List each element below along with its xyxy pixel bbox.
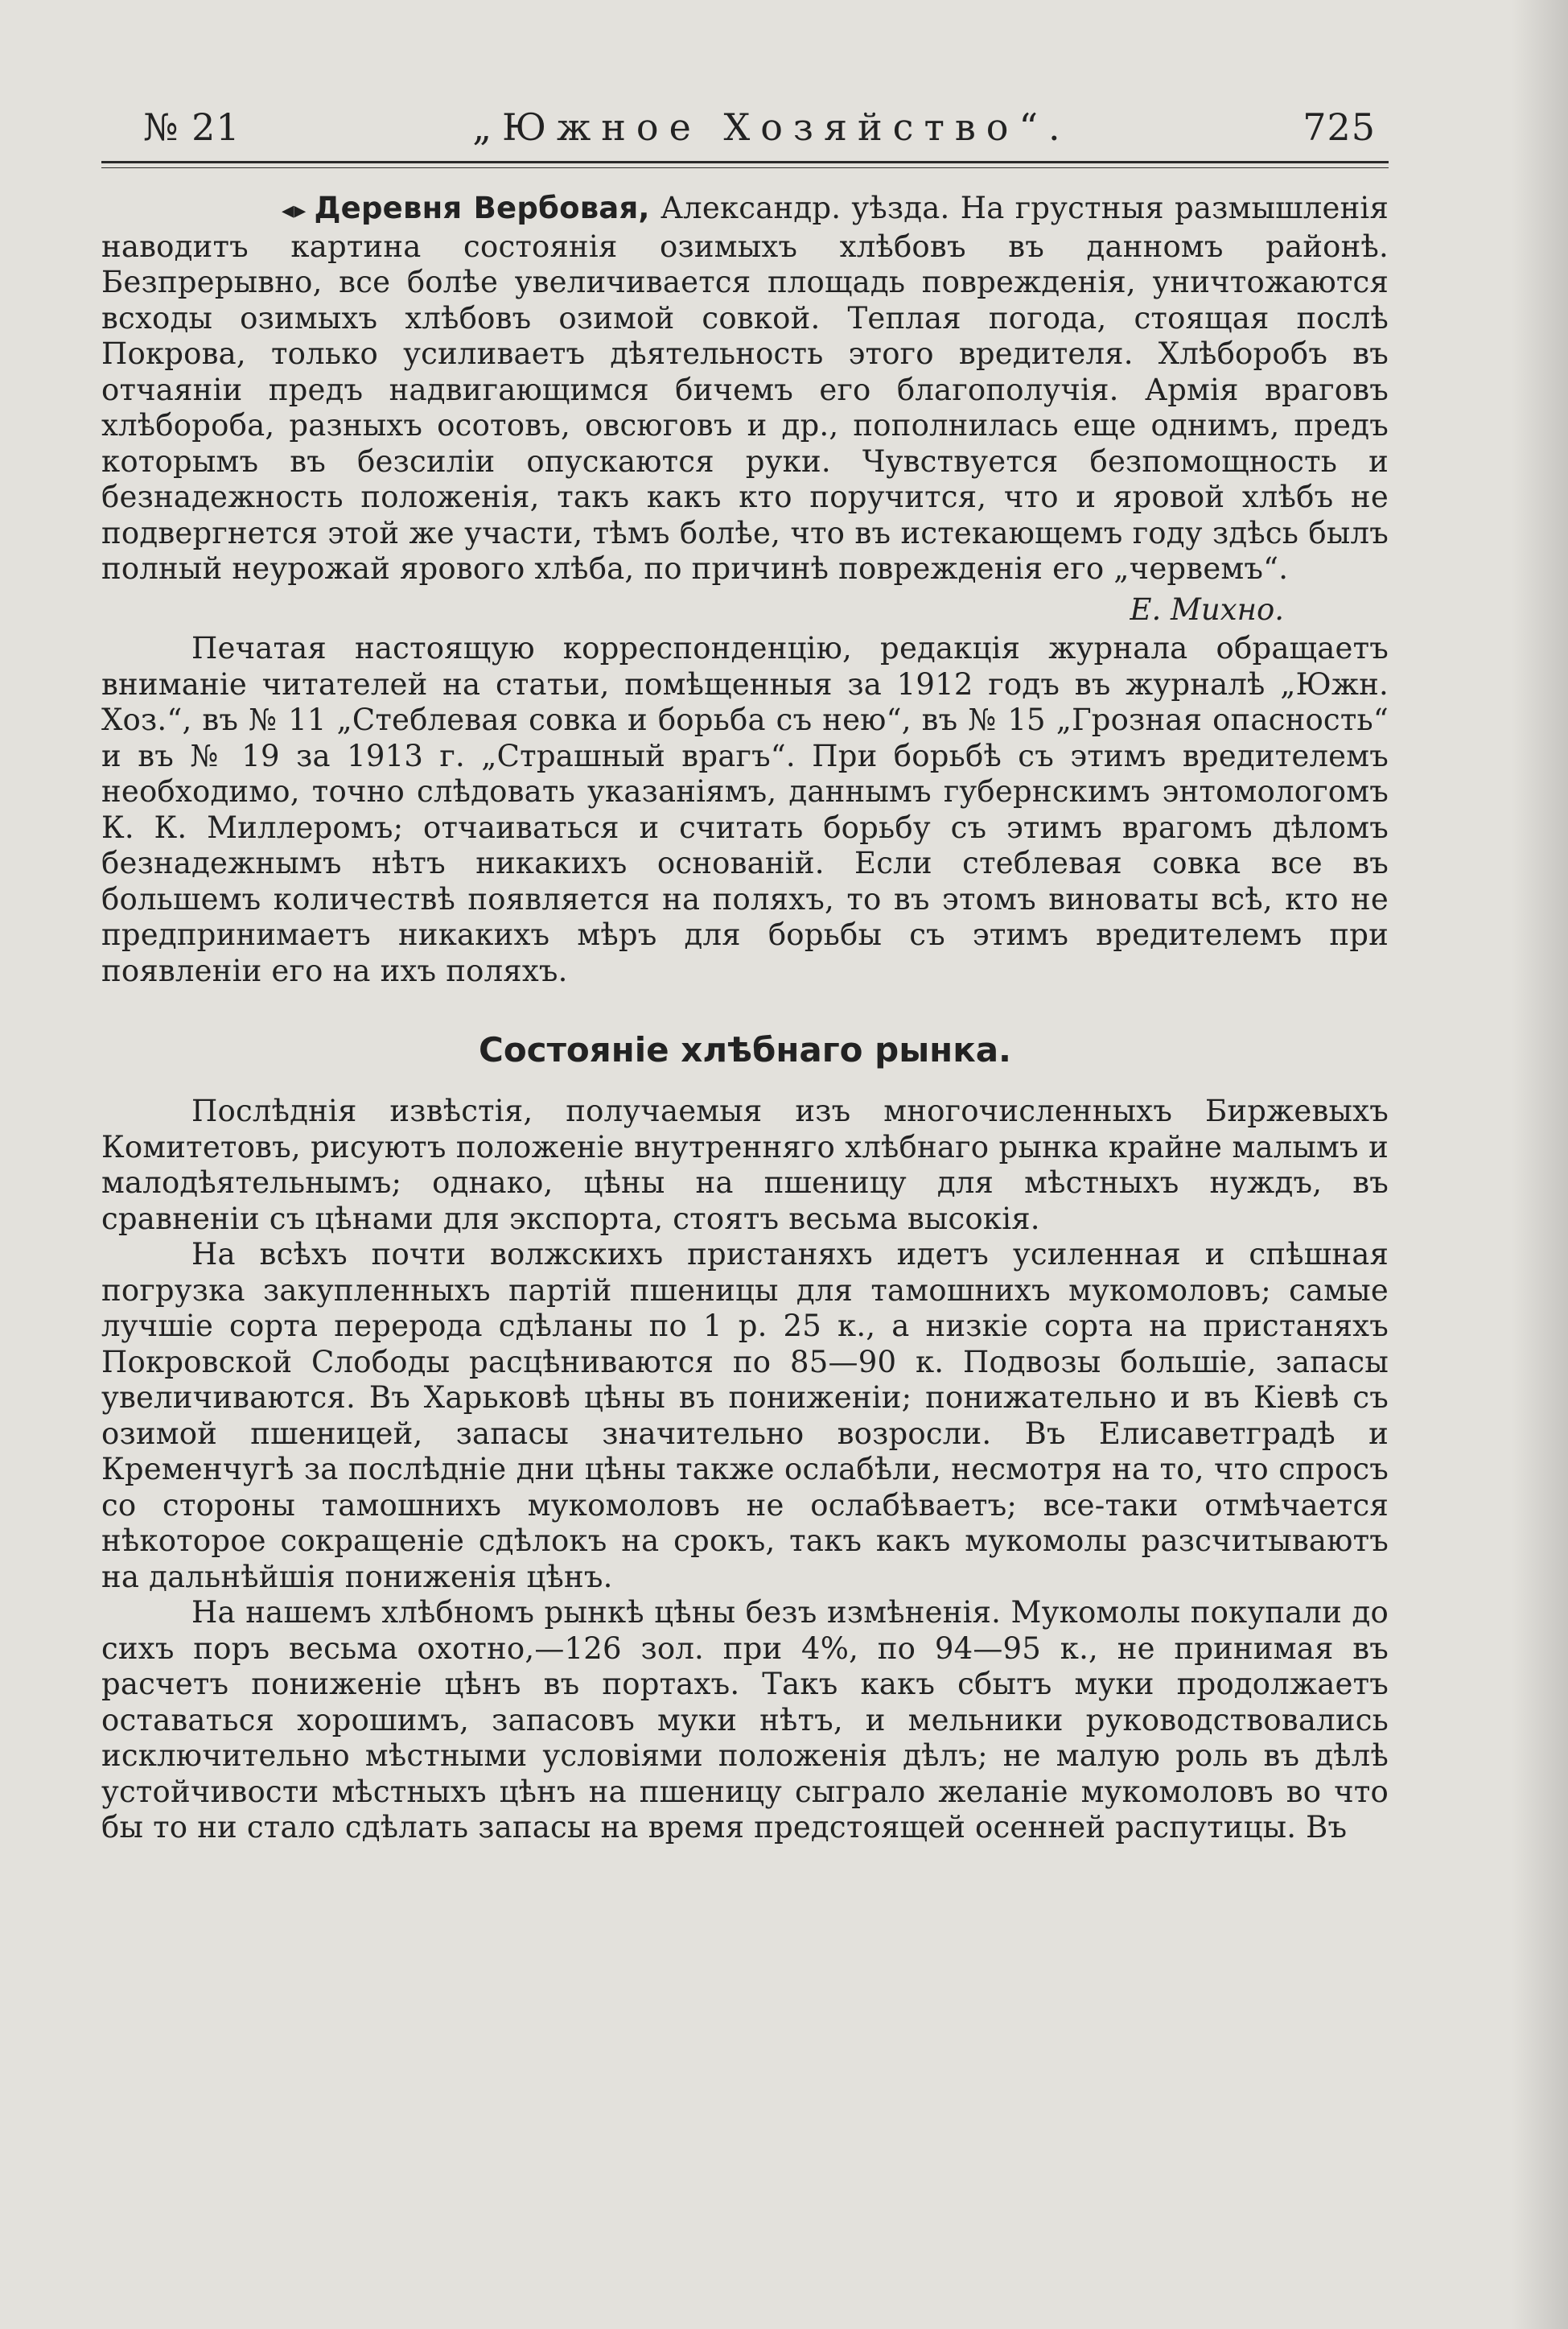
page-content <box>101 103 1389 1846</box>
correspondence-text: Александр. уѣзда. На грустныя размышленія наводитъ картина состоянія озимыхъ хлѣбовъ въ данномъ районѣ. Безпрерывно, все болѣе увеличивается площадь поврежденія, уничтожаются всходы озимыхъ хлѣбовъ озимой совкой. Теплая погода, стоящая послѣ Покрова, только усиливаетъ дѣятельность этого вредителя. Хлѣборобъ въ отчаяніи предъ надвигающимся бичемъ его благополучія. Армія враговъ хлѣбороба, разныхъ осотовъ, овсюговъ и др., пополнилась еще однимъ, предъ которымъ въ безсиліи опускаются руки. Чувствуется безпомощность и безнадежность положенія, такъ какъ кто поручится, что и яровой хлѣбъ не подвергнется этой же участи, тѣмъ болѣе, что въ истекающемъ году здѣсь былъ полный неурожай ярового хлѣба, по причинѣ поврежденія его „червемъ“. <box>101 191 1389 586</box>
correspondence-place: Деревня Вербовая, <box>314 191 650 225</box>
market-column <box>101 1094 1389 1846</box>
section-title: Состояніе хлѣбнаго рынка. <box>479 1030 1011 1070</box>
correspondence-signature: Е. Михно. <box>1130 592 1284 627</box>
text-column <box>101 191 1389 587</box>
ornament-bullet-icon: ◂▸ <box>282 196 307 225</box>
correspondence-paragraph <box>101 191 1389 587</box>
running-header <box>101 103 1389 153</box>
market-paragraph-1: Послѣднія извѣстія, получаемыя изъ многочисленныхъ Биржевыхъ Комитетовъ, рисуютъ положеніе внутренняго хлѣбнаго рынка крайне малымъ и малодѣятельнымъ; однако, цѣны на пшеницу для мѣстныхъ нуждъ, въ сравненіи съ цѣнами для экспорта, стоятъ весьма высокія. <box>101 1094 1389 1236</box>
header-rule <box>101 161 1389 163</box>
editorial-column <box>101 631 1389 989</box>
editorial-note: Печатая настоящую корреспонденцію, редакція журнала обращаетъ вниманіе читателей на статьи, помѣщенныя за 1912 годъ въ журналѣ „Южн. Хоз.“, въ № 11 „Стеблевая совка и борьба съ нею“, въ № 15 „Грозная опасность“ и въ № 19 за 1913 г. „Страшный врагъ“. При борьбѣ съ этимъ вредителемъ необходимо, точно слѣдовать указаніямъ, даннымъ губернскимъ энтомологомъ К. К. Миллеромъ; отчаиваться и считать борьбу съ этимъ врагомъ дѣломъ безнадежнымъ нѣтъ никакихъ основаній. Если стеблевая совка все въ большемъ количествѣ появляется на поляхъ, то въ этомъ виноваты всѣ, кто не предпринимаетъ никакихъ мѣръ для борьбы съ этимъ вредителемъ при появленіи его на ихъ поляхъ. <box>101 631 1389 988</box>
page-edge-shadow <box>1512 0 1568 2329</box>
header-rule-thin <box>101 167 1389 168</box>
issue-number: № 21 <box>143 105 241 149</box>
page-number: 725 <box>1303 105 1376 149</box>
market-paragraph-3: На нашемъ хлѣбномъ рынкѣ цѣны безъ измѣненія. Мукомолы покупали до сихъ поръ весьма охотно,—126 зол. при 4%, по 94—95 к., не принимая въ расчетъ пониженіе цѣнъ въ портахъ. Такъ какъ сбытъ муки продолжаетъ оставаться хорошимъ, запасовъ муки нѣтъ, и мельники руководствовались исключительно мѣстными условіями положенія дѣлъ; не малую роль въ дѣлѣ устойчивости мѣстныхъ цѣнъ на пшеницу сыграло желаніе мукомоловъ во что бы то ни стало сдѣлать запасы на время предстоящей осенней распутицы. Въ <box>101 1595 1389 1845</box>
market-paragraph-2: На всѣхъ почти волжскихъ пристаняхъ идетъ усиленная и спѣшная погрузка закупленныхъ партій пшеницы для тамошнихъ мукомоловъ; самые лучшіе сорта перерода сдѣланы по 1 р. 25 к., а низкіе сорта на пристаняхъ Покровской Слободы расцѣниваются по 85—90 к. Подвозы большіе, запасы увеличиваются. Въ Харьковѣ цѣны въ пониженіи; понижательно и въ Кіевѣ съ озимой пшеницей, запасы значительно возросли. Въ Елисаветградѣ и Кременчугѣ за послѣдніе дни цѣны также ослабѣли, несмотря на то, что спросъ со стороны тамошнихъ мукомоловъ не ослабѣваетъ; все-таки отмѣчается нѣкоторое сокращеніе сдѣлокъ на срокъ, такъ какъ мукомолы разсчитываютъ на дальнѣйшія пониженія цѣнъ. <box>101 1237 1389 1594</box>
journal-title: „Южное Хозяйство“. <box>472 105 1071 149</box>
